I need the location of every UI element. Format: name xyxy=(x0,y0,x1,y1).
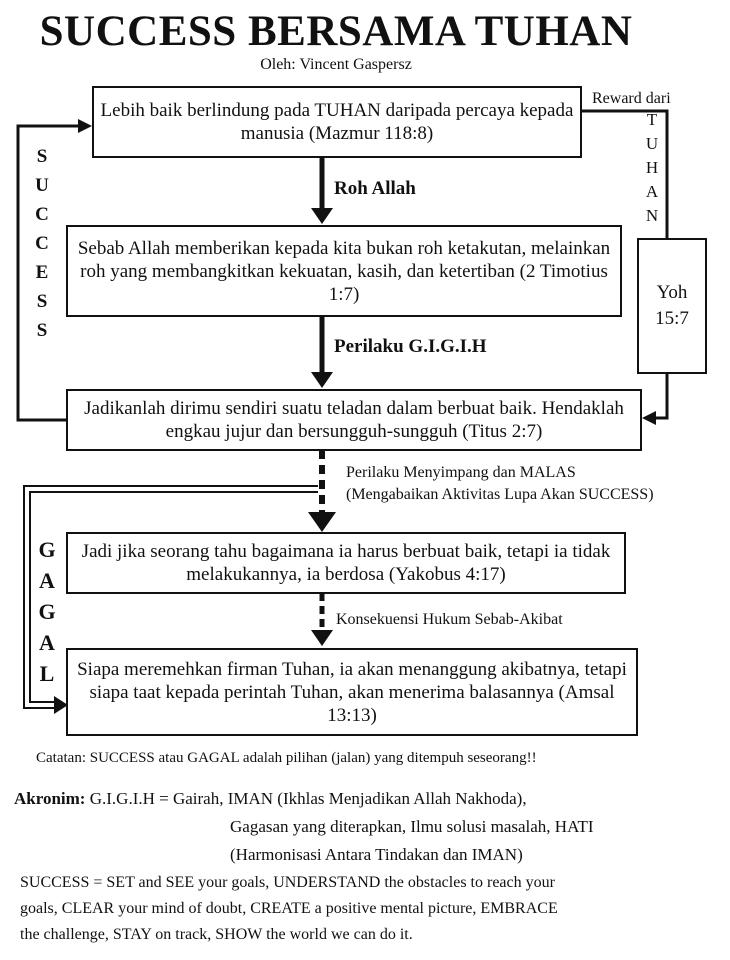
acronym-heading: Akronim: xyxy=(14,789,86,808)
success-definition-line1: SUCCESS = SET and SEE your goals, UNDERSTAND the obstacles to reach your xyxy=(20,874,555,891)
success-letter: U xyxy=(35,175,49,196)
success-definition-line3: the challenge, STAY on track, SHOW the world we can do it. xyxy=(20,926,413,943)
tuhan-letter: N xyxy=(645,206,659,225)
reward-label: Reward dari xyxy=(592,90,671,107)
acronym-line1 xyxy=(14,786,527,811)
roh-allah-label: Roh Allah xyxy=(334,178,416,199)
perilaku-gigih-label: Perilaku G.I.G.I.H xyxy=(334,336,487,357)
box-amsal-text: Siapa meremehkan firman Tuhan, ia akan menanggung akibatnya, tetapi siapa taat kepada perintah Tuhan, akan menerima balasannya (Amsal 13:13) xyxy=(77,658,627,726)
tuhan-letter: U xyxy=(645,134,659,153)
arrowhead-box3-box4 xyxy=(308,512,336,532)
box-titus-text: Jadikanlah dirimu sendiri suatu teladan dalam berbuat baik. Hendaklah engkau jujur dan bersungguh-sungguh (Titus 2:7) xyxy=(84,398,624,442)
box-timotius-text: Sebab Allah memberikan kepada kita bukan roh ketakutan, melainkan roh yang membangkitkan kekuatan, kasih, dan ketertiban (2 Timotius 1:7) xyxy=(77,237,611,305)
success-letter: S xyxy=(36,291,48,312)
page-title: SUCCESS BERSAMA TUHAN xyxy=(39,8,633,55)
success-definition-line2: goals, CLEAR your mind of doubt, CREATE a positive mental picture, EMBRACE xyxy=(20,900,558,917)
success-vertical-label xyxy=(30,142,54,345)
success-letter: S xyxy=(36,320,48,341)
success-letter: S xyxy=(36,146,48,167)
tuhan-vertical-label xyxy=(641,108,663,228)
success-loop-arrowhead xyxy=(78,119,92,133)
gagal-vertical-label xyxy=(34,534,60,689)
reward-arrowhead xyxy=(642,411,656,425)
box-yoh xyxy=(637,238,707,374)
gagal-letter: G xyxy=(38,599,56,624)
success-letter: C xyxy=(35,233,49,254)
arrowhead-box1-box2 xyxy=(311,208,333,224)
tuhan-letter: H xyxy=(645,158,659,177)
tuhan-letter: A xyxy=(645,182,659,201)
box-yakobus xyxy=(66,532,626,594)
box-mazmur xyxy=(92,86,582,158)
arrowhead-box4-box5 xyxy=(311,630,333,646)
gagal-letter: A xyxy=(39,568,55,593)
box-yakobus-text: Jadi jika seorang tahu bagaimana ia harus berbuat baik, tetapi ia tidak melakukannya, ia berdosa (Yakobus 4:17) xyxy=(81,541,611,585)
box-titus xyxy=(66,389,642,451)
gagal-letter: L xyxy=(39,661,55,686)
acronym-line3: (Harmonisasi Antara Tindakan dan IMAN) xyxy=(230,845,523,864)
konsekuensi-label: Konsekuensi Hukum Sebab-Akibat xyxy=(336,611,563,628)
success-letter: C xyxy=(35,204,49,225)
tuhan-letter: T xyxy=(646,110,658,129)
acronym-gigih: G.I.G.I.H = Gairah, IMAN (Ikhlas Menjadikan Allah Nakhoda), xyxy=(89,789,527,808)
menyimpang-label: Perilaku Menyimpang dan MALAS (Mengabaikan Aktivitas Lupa Akan SUCCESS) xyxy=(346,464,654,503)
reward-line-bottom xyxy=(656,373,667,418)
author-line: Oleh: Vincent Gaspersz xyxy=(260,56,412,73)
gagal-letter: G xyxy=(38,537,56,562)
acronym-line2: Gagasan yang diterapkan, Ilmu solusi masalah, HATI xyxy=(230,817,594,836)
arrowhead-box2-box3 xyxy=(311,372,333,388)
box-amsal xyxy=(66,648,638,736)
gagal-letter: A xyxy=(39,630,55,655)
box-mazmur-text: Lebih baik berlindung pada TUHAN daripada percaya kepada manusia (Mazmur 118:8) xyxy=(100,100,574,144)
box-timotius xyxy=(66,225,622,317)
catatan-note: Catatan: SUCCESS atau GAGAL adalah pilihan (jalan) yang ditempuh seseorang!! xyxy=(36,750,537,766)
success-letter: E xyxy=(35,262,49,283)
box-yoh-text: Yoh 15:7 xyxy=(655,282,689,329)
